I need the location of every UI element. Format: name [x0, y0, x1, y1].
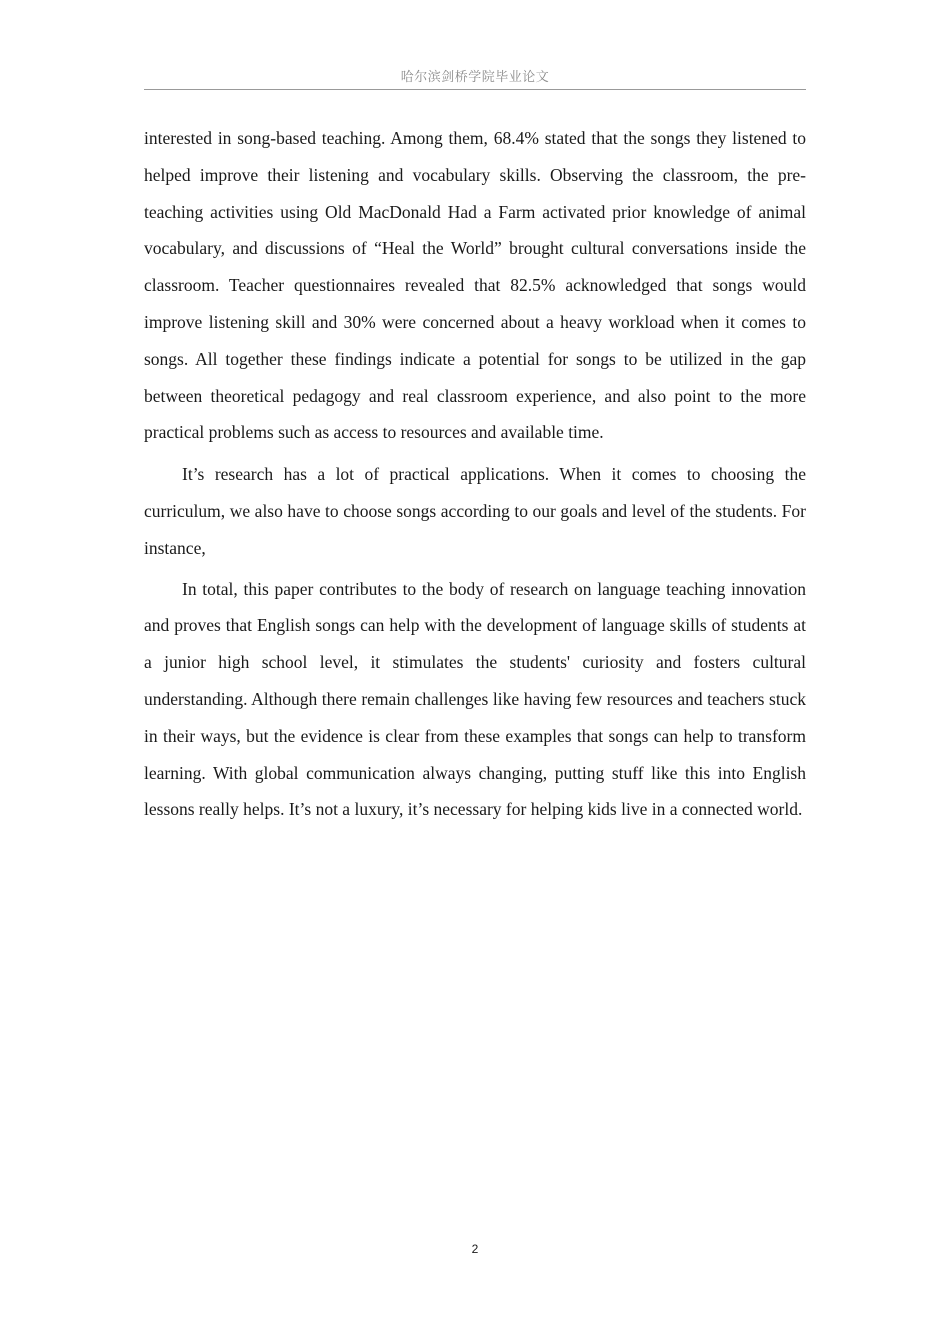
body-text [144, 120, 806, 828]
paragraph-applications: It’s research has a lot of practical applications. When it comes to choosing the curriculum, we also have to choose songs according to our goals and level of the students. For instance, [144, 464, 806, 558]
paragraph-conclusion: In total, this paper contributes to the body of research on language teaching innovation and proves that English songs can help with the development of language skills of students at a junior high school level, it stimulates the students' curiosity and fosters cultural understanding. Although there remain challenges like having few resources and teachers stuck in their ways, but the evidence is clear from these examples that songs can help to transform learning. With global communication always changing, putting stuff like this into English lessons really helps. It’s not a luxury, it’s necessary for helping kids live in a connected world. [144, 578, 806, 820]
header-rule [144, 89, 806, 90]
paragraph-continued: interested in song-based teaching. Among them, 68.4% stated that the songs they listened to helped improve their listening and vocabulary skills. Observing the classroom, the pre-teaching activities using Old MacDonald Had a Farm activated prior knowledge of animal vocabulary, and discussions of “Heal the World” brought cultural conversations inside the classroom. Teacher questionnaires revealed that 82.5% acknowledged that songs would improve listening skill and 30% were concerned about a heavy workload when it comes to songs. All together these findings indicate a potential for songs to be utilized in the gap between theoretical pedagogy and real classroom experience, and also point to the more practical problems such as access to resources and available time. [144, 128, 806, 443]
page-number: 2 [471, 1242, 479, 1256]
running-header: 哈尔滨剑桥学院毕业论文 [400, 70, 550, 85]
